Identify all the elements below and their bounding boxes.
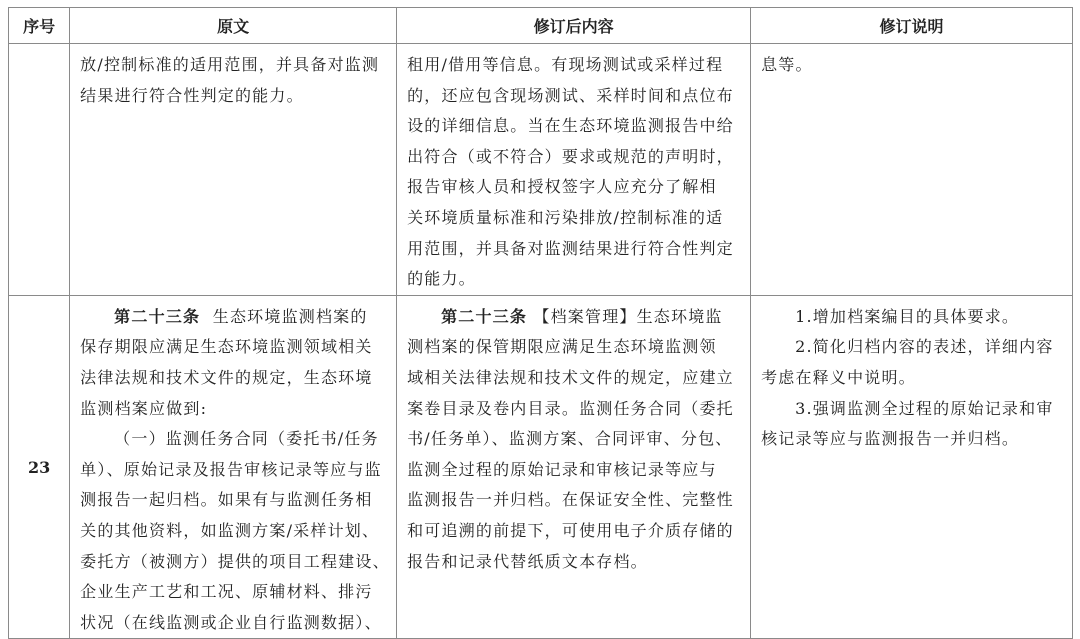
note-2: 2.简化归档内容的表述，详细内容 xyxy=(795,337,1054,357)
text-line: 设的详细信息。当在生态环境监测报告中给 xyxy=(407,116,734,136)
text-line: 监测全过程的原始记录和审核记录等应与 xyxy=(407,459,717,479)
text-line: 书/任务单）、监测方案、合同评审、分包、 xyxy=(407,429,733,449)
text-line: 法律法规和技术文件的规定，生态环境 xyxy=(80,367,373,387)
text-line: 企业生产工艺和工况、原辅材料、排污 xyxy=(80,582,373,602)
text-line: 域相关法律法规和技术文件的规定，应建立 xyxy=(407,367,734,387)
row-number-cell xyxy=(9,44,70,296)
text-line: 结果进行符合性判定的能力。 xyxy=(80,85,304,105)
article-title: 第二十三条 xyxy=(441,306,528,326)
table-row xyxy=(9,295,1073,639)
table-row xyxy=(9,44,1073,296)
header-number: 序号 xyxy=(9,8,70,44)
note-2-cont: 考虑在释义中说明。 xyxy=(761,367,916,387)
row-number: 23 xyxy=(9,295,70,639)
item-first-line: （一）监测任务合同（委托书/任务 xyxy=(114,429,379,449)
notes-cell xyxy=(751,44,1073,296)
text-line: 监测报告一并归档。在保证安全性、完整性 xyxy=(407,490,734,510)
text-line: 状况（在线监测或企业自行监测数据）、 xyxy=(80,612,382,632)
note-1: 1.增加档案编目的具体要求。 xyxy=(795,306,1020,326)
text-line: 测档案的保管期限应满足生态环境监测领 xyxy=(407,337,717,357)
text-line: 的，还应包含现场测试、采样时间和点位布 xyxy=(407,85,734,105)
text-line: 报告审核人员和授权签字人应充分了解相 xyxy=(407,177,717,197)
text-line: 委托方（被测方）提供的项目工程建设、 xyxy=(80,551,390,571)
table-header-row xyxy=(9,8,1073,44)
article-text: 【档案管理】生态环境监 xyxy=(533,306,723,326)
header-notes: 修订说明 xyxy=(751,8,1073,44)
text-line: 的能力。 xyxy=(407,269,476,289)
revision-table xyxy=(8,7,1073,639)
text-line: 报告和记录代替纸质文本存档。 xyxy=(407,551,648,571)
revised-cell xyxy=(397,295,751,639)
text-line: 和可追溯的前提下，可使用电子介质存储的 xyxy=(407,520,734,540)
text-line: 保存期限应满足生态环境监测领域相关 xyxy=(80,337,373,357)
text-line: 监测档案应做到: xyxy=(80,398,208,418)
text-line: 关环境质量标准和污染排放/控制标准的适 xyxy=(407,207,724,227)
article-first-line xyxy=(80,302,388,333)
revised-cell xyxy=(397,44,751,296)
text-line: 单）、原始记录及报告审核记录等应与监 xyxy=(80,459,382,479)
article-title: 第二十三条 xyxy=(114,306,201,326)
text-line: 租用/借用等信息。有现场测试或采样过程 xyxy=(407,55,724,74)
article-text: 生态环境监测档案的 xyxy=(212,306,368,326)
original-cell xyxy=(70,44,397,296)
original-cell xyxy=(70,295,397,639)
header-revised: 修订后内容 xyxy=(397,8,751,44)
text-line: 息等。 xyxy=(761,55,813,74)
notes-cell xyxy=(751,295,1073,639)
header-original: 原文 xyxy=(70,8,397,44)
text-line: 用范围，并具备对监测结果进行符合性判定 xyxy=(407,238,734,258)
note-3-cont: 核记录等应与监测报告一并归档。 xyxy=(761,429,1020,449)
text-line: 案卷目录及卷内目录。监测任务合同（委托 xyxy=(407,398,734,418)
text-line: 测报告一起归档。如果有与监测任务相 xyxy=(80,490,373,510)
text-line: 出符合（或不符合）要求或规范的声明时， xyxy=(407,146,734,166)
text-line: 放/控制标准的适用范围，并具备对监测 xyxy=(80,55,380,74)
article-first-line xyxy=(407,302,742,333)
note-3: 3.强调监测全过程的原始记录和审 xyxy=(795,398,1054,418)
text-line: 关的其他资料，如监测方案/采样计划、 xyxy=(80,520,380,540)
